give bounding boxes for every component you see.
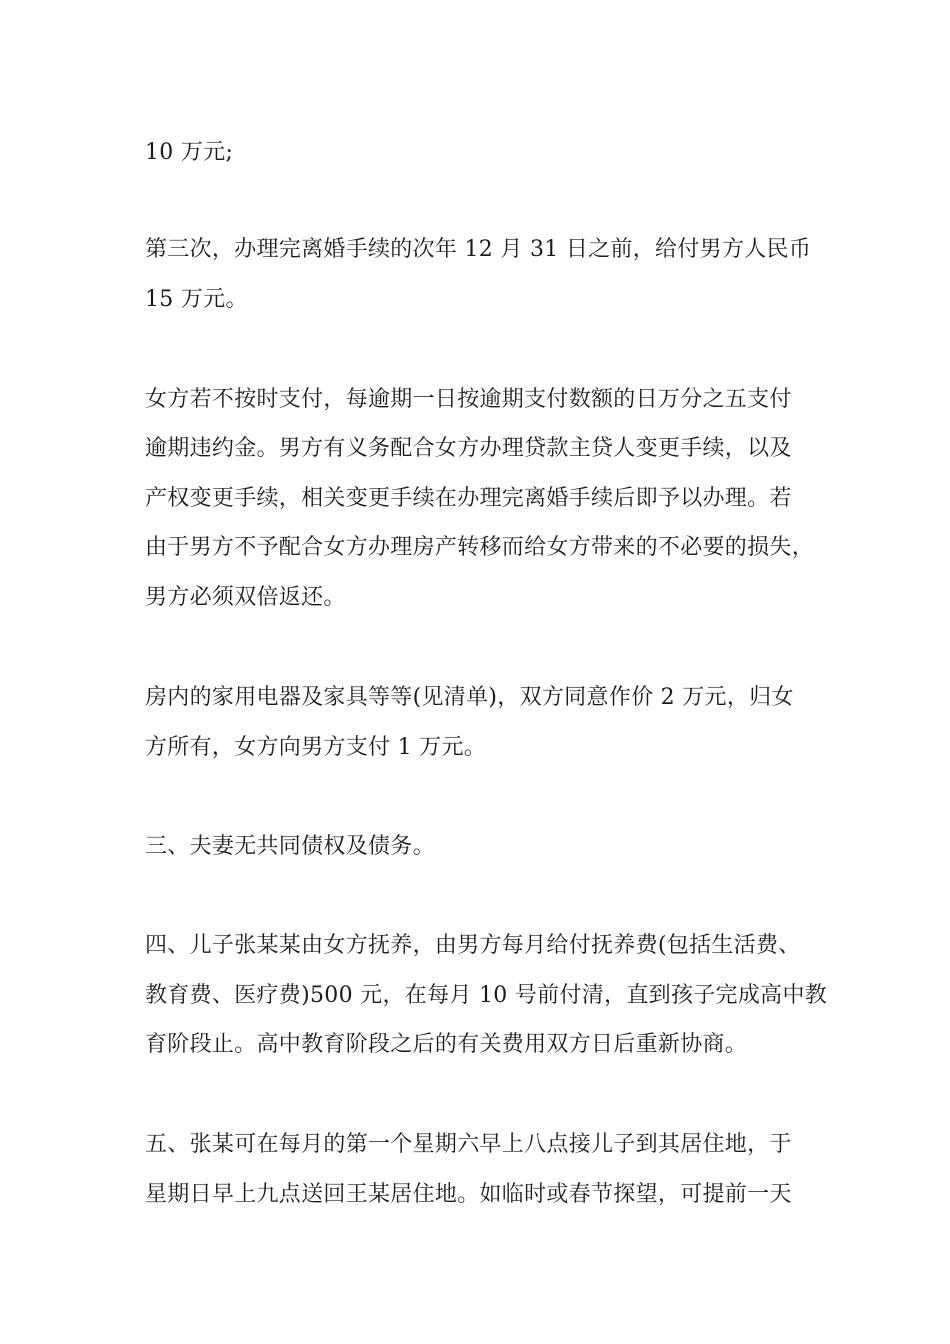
paragraph-line: 房内的家用电器及家具等等(见清单)，双方同意作价 2 万元，归女 — [145, 685, 794, 710]
paragraph-line: 第三次，办理完离婚手续的次年 12 月 31 日之前，给付男方人民币 — [145, 237, 812, 262]
paragraph-line: 女方若不按时支付，每逾期一日按逾期支付数额的日万分之五支付 — [145, 387, 792, 412]
paragraph-line: 由于男方不予配合女方办理房产转移而给女方带来的不必要的损失， — [145, 535, 815, 560]
paragraph-line: 方所有，女方向男方支付 1 万元。 — [145, 735, 487, 760]
paragraph-line: 教育费、医疗费)500 元，在每月 10 号前付清，直到孩子完成高中教 — [145, 983, 828, 1008]
paragraph-line: 四、儿子张某某由女方抚养，由男方每月给付抚养费(包括生活费、 — [145, 933, 801, 958]
paragraph-line: 产权变更手续，相关变更手续在办理完离婚手续后即予以办理。若 — [145, 486, 792, 511]
paragraph-line: 10 万元; — [145, 140, 234, 165]
paragraph-line: 育阶段止。高中教育阶段之后的有关费用双方日后重新协商。 — [145, 1032, 748, 1057]
paragraph-line: 五、张某可在每月的第一个星期六早上八点接儿子到其居住地，于 — [145, 1132, 792, 1157]
paragraph-line: 男方必须双倍返还。 — [145, 585, 346, 610]
paragraph-line: 星期日早上九点送回王某居住地。如临时或春节探望，可提前一天 — [145, 1182, 792, 1207]
paragraph-line: 三、夫妻无共同债权及债务。 — [145, 834, 435, 859]
paragraph-line: 逾期违约金。男方有义务配合女方办理贷款主贷人变更手续，以及 — [145, 436, 792, 461]
paragraph-line: 15 万元。 — [145, 287, 248, 312]
